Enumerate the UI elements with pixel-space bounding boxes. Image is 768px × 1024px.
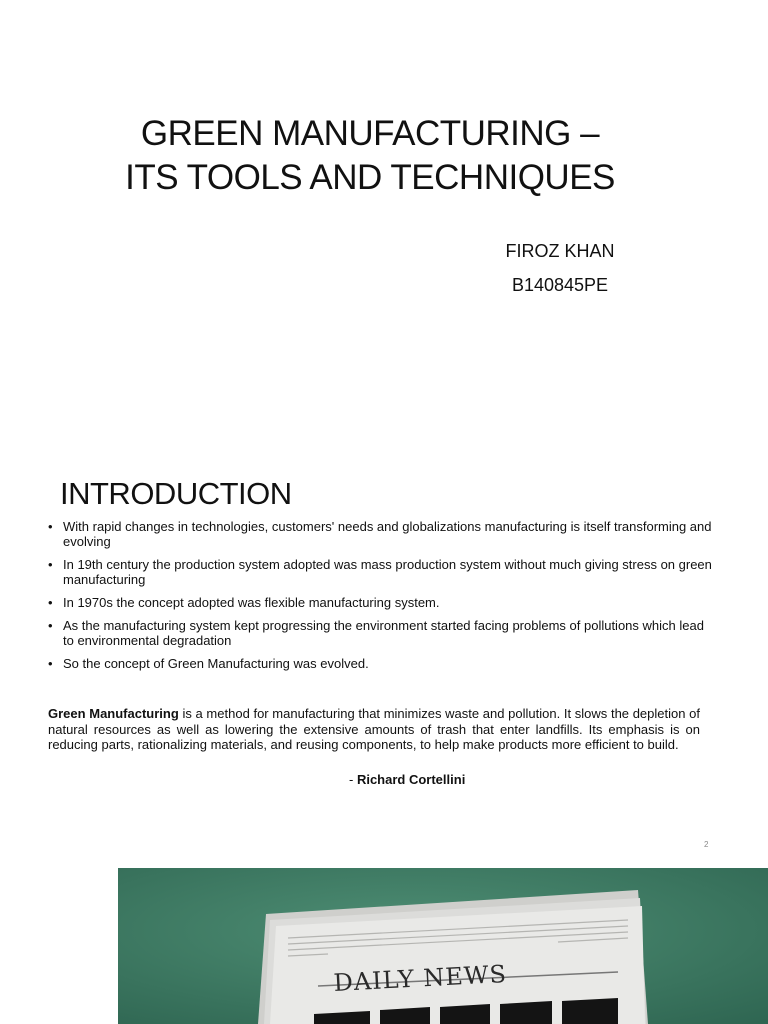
definition-term: Green Manufacturing [48,706,179,721]
definition-paragraph [48,706,700,753]
quote-dash: - [349,772,357,787]
newspaper-masthead: DAILY NEWS [332,959,508,997]
list-item: • In 19th century the production system adopted was mass production system without much giving stress on green manufacturing [48,557,718,587]
quote-attribution [349,772,465,787]
list-item: • With rapid changes in technologies, customers' needs and globalizations manufacturing is itself transforming and evolving [48,519,718,549]
list-item: • In 1970s the concept adopted was flexible manufacturing system. [48,595,718,610]
author-name: FIROZ KHAN [505,241,615,261]
intro-heading: INTRODUCTION [60,476,292,511]
slide-number: 2 [704,840,709,849]
definition-text: is a method for manufacturing that minimizes waste and pollution. It slows the depletion of natural resources as well as lowering the extensive amounts of trash that enter landfills. Its emphasis is on reducing parts, rationalizing materials, and reusing components, to help make products more efficient to build. [48,706,700,752]
slide-title-line2: ITS TOOLS AND TECHNIQUES [125,158,615,197]
quote-author: Richard Cortellini [356,772,466,787]
newspaper-photo [118,868,768,1024]
author-id: B140845PE [511,275,609,295]
intro-bullet-list [48,519,718,679]
newspaper-illustration [118,868,768,1024]
list-item: • So the concept of Green Manufacturing was evolved. [48,656,718,671]
list-item: • As the manufacturing system kept progressing the environment started facing problems of pollutions which lead to environmental degradation [48,618,718,648]
slide-title-line1: GREEN MANUFACTURING – [140,114,600,153]
slide-title [60,112,680,200]
